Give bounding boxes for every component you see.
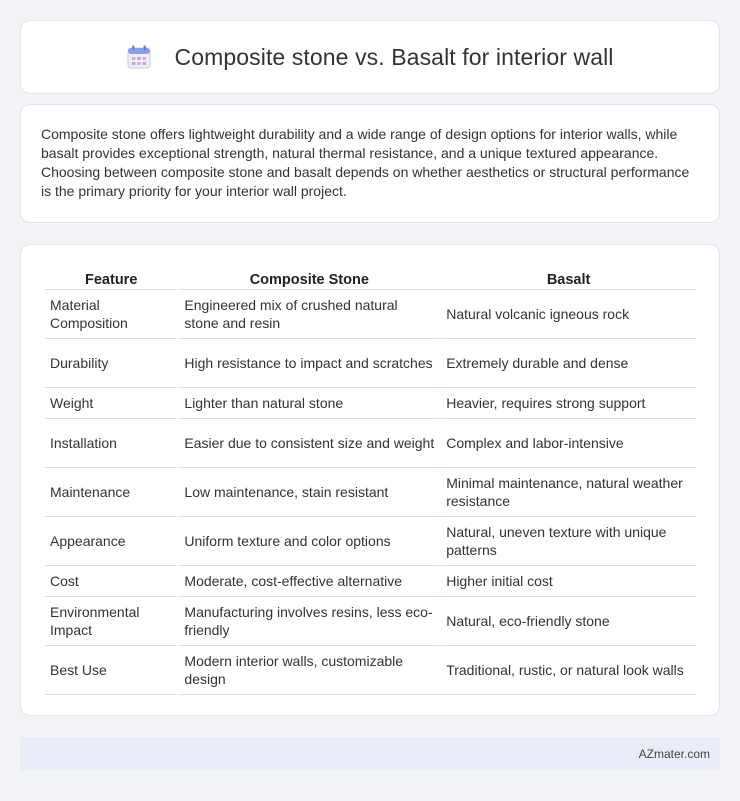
feature-cell: Environmental Impact (45, 597, 177, 646)
title-card (20, 20, 720, 94)
composite-cell: Uniform texture and color options (179, 517, 439, 566)
intro-card (20, 104, 720, 223)
composite-cell: High resistance to impact and scratches (179, 339, 439, 388)
table-row (45, 388, 696, 419)
table-row (45, 566, 696, 597)
footer-bar (20, 737, 720, 770)
basalt-cell: Minimal maintenance, natural weather resistance (441, 468, 696, 517)
basalt-cell: Natural, eco-friendly stone (441, 597, 696, 646)
feature-cell: Material Composition (45, 290, 177, 339)
composite-cell: Modern interior walls, customizable design (179, 646, 439, 695)
feature-cell: Weight (45, 388, 177, 419)
basalt-cell: Complex and labor-intensive (441, 419, 696, 468)
table-row (45, 290, 696, 339)
basalt-cell: Traditional, rustic, or natural look walls (441, 646, 696, 695)
basalt-cell: Natural, uneven texture with unique patterns (441, 517, 696, 566)
feature-cell: Maintenance (45, 468, 177, 517)
feature-cell: Cost (45, 566, 177, 597)
comparison-table (43, 264, 698, 695)
header-basalt: Basalt (441, 264, 696, 290)
table-row (45, 339, 696, 388)
footer-brand: AZmater.com (638, 746, 710, 761)
intro-paragraph: Composite stone offers lightweight durability and a wide range of design options for interior walls, while basalt provides exceptional strength, natural thermal resistance, and a unique textured appearance. Choosing between composite stone and basalt depends on whether aesthetics or structural performance is the primary priority for your interior wall project. (41, 126, 690, 199)
table-row (45, 597, 696, 646)
composite-cell: Lighter than natural stone (179, 388, 439, 419)
table-row (45, 419, 696, 468)
feature-cell: Appearance (45, 517, 177, 566)
calendar-icon (126, 44, 152, 70)
comparison-table-card (20, 244, 720, 716)
table-row (45, 646, 696, 695)
feature-cell: Durability (45, 339, 177, 388)
composite-cell: Easier due to consistent size and weight (179, 419, 439, 468)
basalt-cell: Extremely durable and dense (441, 339, 696, 388)
header-composite-stone: Composite Stone (179, 264, 439, 290)
composite-cell: Engineered mix of crushed natural stone and resin (179, 290, 439, 339)
composite-cell: Low maintenance, stain resistant (179, 468, 439, 517)
feature-cell: Installation (45, 419, 177, 468)
header-feature: Feature (45, 264, 177, 290)
table-row (45, 468, 696, 517)
basalt-cell: Higher initial cost (441, 566, 696, 597)
basalt-cell: Natural volcanic igneous rock (441, 290, 696, 339)
basalt-cell: Heavier, requires strong support (441, 388, 696, 419)
feature-cell: Best Use (45, 646, 177, 695)
page-title: Composite stone vs. Basalt for interior wall (174, 43, 614, 70)
composite-cell: Manufacturing involves resins, less eco-friendly (179, 597, 439, 646)
composite-cell: Moderate, cost-effective alternative (179, 566, 439, 597)
table-header-row (45, 264, 696, 290)
table-row (45, 517, 696, 566)
